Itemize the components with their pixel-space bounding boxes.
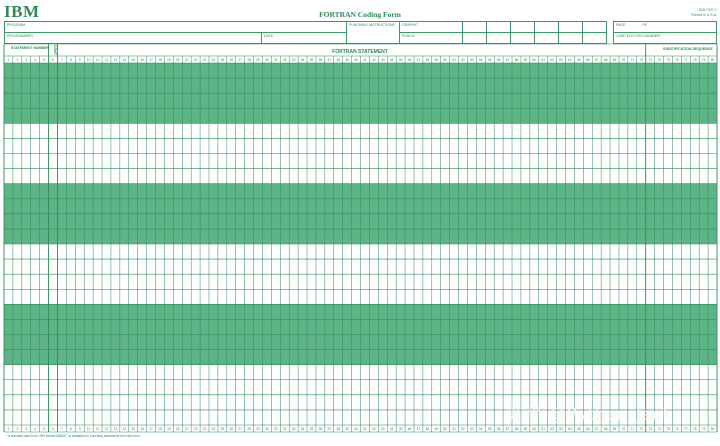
column-number: 63: [559, 58, 563, 62]
column-number: 2: [16, 58, 19, 62]
column-number: 37: [327, 58, 332, 62]
column-number: 42: [372, 58, 376, 62]
column-number: 1: [7, 427, 10, 431]
column-number: 50: [443, 58, 447, 62]
form-number-code: X28-7327-1: [698, 8, 717, 12]
column-number: 30: [265, 58, 269, 62]
column-number: 25: [220, 427, 225, 431]
column-number: 27: [238, 58, 242, 62]
column-number: 39: [345, 427, 349, 431]
column-number: 76: [675, 58, 679, 62]
column-number: 52: [461, 58, 465, 62]
column-number: 27: [238, 427, 242, 431]
column-number: 2: [16, 427, 19, 431]
column-number: 34: [300, 427, 305, 431]
column-number: 18: [158, 58, 162, 62]
program-label: PROGRAM: [7, 23, 26, 27]
column-number: 70: [621, 58, 626, 62]
column-number: 64: [568, 427, 572, 431]
column-number: 48: [425, 427, 430, 431]
column-number: 67: [594, 58, 599, 62]
date-label: DATE: [264, 34, 274, 38]
column-number: 16: [140, 427, 144, 431]
column-number: 24: [211, 58, 216, 62]
column-number: 68: [603, 427, 608, 431]
column-number: 16: [140, 58, 144, 62]
column-number: 10: [86, 58, 91, 62]
column-number: 23: [202, 58, 207, 62]
column-number: 77: [684, 58, 688, 62]
statement-number-label: STATEMENT NUMBER: [10, 46, 50, 50]
column-number: 75: [666, 58, 670, 62]
column-number: 58: [514, 58, 519, 62]
column-number: 80: [710, 58, 715, 62]
column-number: 18: [158, 427, 162, 431]
column-number: 72: [639, 427, 644, 431]
printed-in-label: Printed in U.S.A.: [691, 13, 717, 17]
column-number: 45: [398, 427, 403, 431]
column-number: 6: [52, 58, 54, 62]
column-number: 71: [630, 58, 635, 62]
column-number: 46: [407, 58, 412, 62]
column-number: 31: [274, 427, 278, 431]
column-number: 53: [470, 427, 474, 431]
column-number: 47: [416, 427, 421, 431]
column-number: 20: [176, 58, 180, 62]
column-number: 3: [25, 427, 28, 431]
column-number: 30: [265, 427, 269, 431]
column-number: 28: [247, 427, 251, 431]
column-number: 39: [345, 58, 349, 62]
grid-lines: [4, 44, 717, 432]
column-number: 60: [532, 427, 537, 431]
ibm-logo: IBM: [4, 2, 40, 21]
column-number: 55: [487, 58, 492, 62]
column-number: 34: [300, 58, 305, 62]
column-number: 36: [318, 58, 323, 62]
column-number: 36: [318, 427, 323, 431]
column-number: 43: [381, 58, 385, 62]
column-number: 56: [496, 427, 501, 431]
column-number: 14: [122, 58, 127, 62]
column-number: 5: [43, 58, 45, 62]
column-number: 3: [25, 58, 28, 62]
column-number: 21: [184, 427, 189, 431]
graphic-label: GRAPHIC: [402, 23, 418, 27]
column-number: 37: [327, 427, 332, 431]
column-number: 26: [229, 58, 234, 62]
column-number: 75: [666, 427, 670, 431]
punch-label: PUNCH: [402, 34, 415, 38]
column-number: 28: [247, 58, 251, 62]
column-number: 5: [43, 427, 45, 431]
column-number: 61: [541, 58, 545, 62]
column-number: 38: [336, 427, 340, 431]
form-title: FORTRAN Coding Form: [319, 10, 401, 19]
column-number: 70: [621, 427, 626, 431]
column-number: 4: [34, 58, 37, 62]
column-number: 11: [95, 427, 100, 431]
column-number: 12: [104, 427, 109, 431]
card-electro-number-label: CARD ELECTRO NUMBER*: [616, 34, 661, 38]
column-number: 41: [363, 58, 367, 62]
column-number: 33: [291, 427, 296, 431]
column-number: 24: [211, 427, 216, 431]
column-number: 35: [309, 427, 314, 431]
programmer-label: PROGRAMMER: [7, 34, 33, 38]
column-number: 79: [701, 58, 706, 62]
cont-label: CONT: [53, 44, 57, 56]
column-number: 72: [639, 58, 644, 62]
column-number: 54: [479, 427, 483, 431]
column-number: 13: [113, 427, 118, 431]
column-number: 35: [309, 58, 314, 62]
column-number: 15: [131, 58, 136, 62]
column-number: 9: [78, 58, 81, 62]
column-number: 19: [167, 427, 171, 431]
column-number: 62: [550, 58, 554, 62]
column-number: 38: [336, 58, 340, 62]
column-number: 23: [202, 427, 207, 431]
column-number: 44: [389, 58, 394, 62]
column-number: 78: [692, 427, 697, 431]
column-number: 61: [541, 427, 545, 431]
column-number: 20: [176, 427, 180, 431]
punching-instructions-label: PUNCHING INSTRUCTIONS: [349, 23, 395, 27]
column-number: 55: [487, 427, 492, 431]
column-number: 69: [612, 58, 617, 62]
footnote: * A standard card form, IBM electro 888157, is available for punching statements from this form: [6, 434, 140, 438]
column-number: 7: [61, 58, 63, 62]
column-number: 12: [104, 58, 109, 62]
column-number: 66: [585, 427, 590, 431]
column-number: 31: [274, 58, 278, 62]
column-number: 80: [710, 427, 715, 431]
column-number: 68: [603, 58, 608, 62]
column-number: 49: [434, 427, 439, 431]
column-number: 74: [657, 58, 661, 62]
column-number: 57: [505, 58, 510, 62]
column-number: 29: [256, 427, 260, 431]
column-number: 44: [389, 427, 394, 431]
column-number: 1: [7, 58, 10, 62]
column-number: 9: [78, 427, 81, 431]
column-number: 58: [514, 427, 519, 431]
column-number: 7: [61, 427, 63, 431]
identification-sequence-label: IDENTIFICATION SEQUENCE: [663, 47, 713, 51]
column-number: 79: [701, 427, 706, 431]
column-number: 66: [585, 58, 590, 62]
column-number: 25: [220, 58, 225, 62]
column-number: 64: [568, 58, 572, 62]
column-number: 32: [282, 58, 287, 62]
column-number: 47: [416, 58, 421, 62]
column-number: 60: [532, 58, 537, 62]
column-number: 48: [425, 58, 430, 62]
column-number: 52: [461, 427, 465, 431]
fortran-statement-label: FORTRAN STATEMENT: [332, 49, 388, 55]
column-number: 54: [479, 58, 483, 62]
column-number: 43: [381, 427, 385, 431]
column-number: 14: [122, 427, 127, 431]
column-number: 56: [496, 58, 501, 62]
column-number: 49: [434, 58, 439, 62]
column-number: 46: [407, 427, 412, 431]
column-number: 15: [131, 427, 136, 431]
column-number: 53: [470, 58, 474, 62]
column-number: 21: [184, 58, 189, 62]
column-number: 41: [363, 427, 367, 431]
column-number: 45: [398, 58, 403, 62]
column-number: 65: [577, 58, 581, 62]
column-number: 26: [229, 427, 234, 431]
column-number: 42: [372, 427, 376, 431]
column-number: 40: [354, 58, 358, 62]
column-number: 73: [648, 58, 652, 62]
column-number: 51: [452, 58, 456, 62]
column-number: 32: [282, 427, 287, 431]
column-numbers-top: [8, 58, 715, 62]
column-number: 63: [559, 427, 563, 431]
column-number: 40: [354, 427, 358, 431]
column-number: 6: [52, 427, 54, 431]
column-number: 76: [675, 427, 679, 431]
column-number: 22: [193, 58, 198, 62]
column-number: 67: [594, 427, 599, 431]
column-number: 33: [291, 58, 296, 62]
column-number: 10: [86, 427, 91, 431]
column-number: 4: [34, 427, 37, 431]
column-number: 17: [149, 427, 153, 431]
column-number: 78: [692, 58, 697, 62]
column-number: 11: [95, 58, 100, 62]
column-number: 8: [69, 427, 72, 431]
column-number: 62: [550, 427, 554, 431]
watermark: 知乎 @Python-Jack: [508, 405, 673, 425]
column-number: 51: [452, 427, 456, 431]
column-number: 74: [657, 427, 661, 431]
column-number: 50: [443, 427, 447, 431]
column-number: 65: [577, 427, 581, 431]
column-number: 59: [523, 427, 528, 431]
page-label: PAGE: [616, 23, 626, 27]
column-number: 17: [149, 58, 153, 62]
column-number: 8: [69, 58, 72, 62]
column-number: 77: [684, 427, 688, 431]
column-number: 13: [113, 58, 118, 62]
column-number: 29: [256, 58, 260, 62]
column-number: 19: [167, 58, 171, 62]
column-number: 59: [523, 58, 528, 62]
column-number: 22: [193, 427, 198, 431]
column-number: 73: [648, 427, 652, 431]
of-label: OF: [642, 23, 647, 27]
column-number: 57: [505, 427, 510, 431]
column-number: 69: [612, 427, 617, 431]
column-numbers-bottom: [8, 427, 715, 431]
column-number: 71: [630, 427, 635, 431]
